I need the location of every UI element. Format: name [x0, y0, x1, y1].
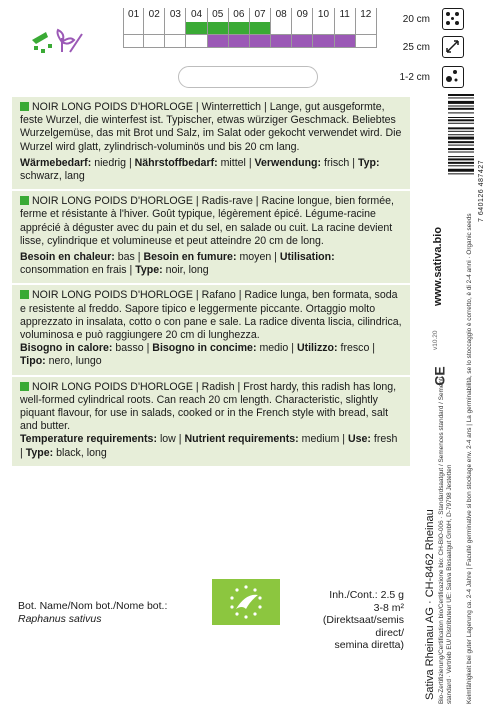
calendar-sowing-cell — [186, 22, 207, 35]
calendar-month: 10 — [313, 8, 334, 22]
calendar-sowing-cell — [271, 22, 292, 35]
sowing-calendar — [123, 8, 377, 48]
calendar-harvest-cell — [165, 35, 186, 48]
attr-key: Type: — [25, 446, 54, 459]
calendar-harvest-cell — [229, 35, 250, 48]
attr-key: Type: — [135, 264, 163, 277]
calendar-harvest-cell — [313, 35, 334, 48]
calendar-harvest-cell — [123, 35, 144, 48]
plant-spacing-label: 25 cm — [402, 42, 430, 53]
sowing-depth-icon — [442, 66, 464, 88]
calendar-month: 01 — [123, 8, 144, 22]
attr-key: Utilisation: — [279, 251, 335, 264]
row-spacing-icon — [442, 8, 464, 30]
calendar-harvest-cell — [186, 35, 207, 48]
calendar-sowing-row — [123, 22, 377, 35]
attr-key: Bisogno in concime: — [152, 342, 257, 355]
row-spacing-label: 20 cm — [402, 14, 430, 25]
attr-value: fresh — [373, 433, 398, 446]
attr-value: schwarz, lang — [20, 170, 85, 183]
calendar-sowing-cell — [123, 22, 144, 35]
attr-value: consommation en frais — [20, 264, 127, 277]
attr-value: basso — [115, 342, 144, 355]
contents-area: 3-8 m² (Direktsaat/semis direct/ — [322, 601, 404, 639]
description-text: | Radish | Frost hardy, this radish has long, well-formed cylindrical roots. Can reach 20 cm length. Characteristic, slightly piquant flavour, for use in salads, cooked or in the French style with bread, salt and butter. — [20, 380, 397, 433]
description-it: NOIR LONG POIDS D'HORLOGE | Rafano | Radice lunga, ben formata, soda e resistente al freddo. Sapore tipico e leggermente piccante. Ortaggio molto apprezzato in insalata, cotto o con pane e sale. La radice diventa liscia, cilindrica, voluminosa e può raggiungere 20 cm di lunghezza. Bisogno in calore: basso | Bisogno in concime: medio | Utilizzo: fresco | Tipo: nero, lungo — [12, 285, 410, 376]
calendar-sowing-cell — [313, 22, 334, 35]
attr-value: medio — [259, 342, 289, 355]
barcode-number: 7 640126 487427 — [478, 160, 485, 222]
contents-info — [318, 589, 404, 652]
calendar-sowing-cell — [250, 22, 271, 35]
calendar-month: 02 — [144, 8, 165, 22]
eu-organic-logo — [212, 579, 280, 625]
calendar-month: 05 — [208, 8, 229, 22]
attr-key: Utilizzo: — [296, 342, 338, 355]
calendar-harvest-cell — [335, 35, 356, 48]
barcode — [446, 92, 476, 222]
variety-title: NOIR LONG POIDS D'HORLOGE — [32, 289, 193, 302]
variety-title: NOIR LONG POIDS D'HORLOGE — [32, 195, 193, 208]
attr-key: Bisogno in calore: — [20, 342, 113, 355]
sowing-depth-label: 1-2 cm — [399, 72, 430, 83]
attr-value: black, long — [56, 446, 107, 459]
attr-key: Wärmebedarf: — [20, 156, 92, 169]
attr-key: Besoin en chaleur: — [20, 251, 115, 264]
attr-key: Nutrient requirements: — [184, 433, 299, 446]
calendar-sowing-cell — [292, 22, 313, 35]
calendar-months — [123, 8, 377, 22]
attr-value: noir, long — [165, 264, 209, 277]
ce-mark: CE — [431, 366, 448, 386]
attr-key: Besoin en fumure: — [143, 251, 237, 264]
green-square-icon — [20, 102, 29, 111]
description-en: NOIR LONG POIDS D'HORLOGE | Radish | Frost hardy, this radish has long, well-formed cylindrical roots. Can reach 20 cm length. Characteristic, slightly piquant flavour, for use in salads, cooked or in the French style with bread, salt and butter. Temperature requirements: low | Nutrient requirements: medium | Use: fresh | Type: black, long — [20, 380, 398, 459]
calendar-harvest-cell — [271, 35, 292, 48]
calendar-harvest-cell — [292, 35, 313, 48]
attr-value: mittel — [220, 156, 246, 169]
botanical-label: Bot. Name/Nom bot./Nome bot.: — [18, 600, 168, 612]
calendar-harvest-cell — [208, 35, 229, 48]
description-text: | Winterrettich | Lange, gut ausgeformte, feste Wurzel, die winterfest ist. Typischer, etwas würziger Geschmack. Beliebtes Wurzelgemüse, das mit Brot und Salz, im Salat oder gekocht verwendet wird. Die Wurzel wird glatt, zylindrisch-voluminös und bis 20 cm lang. — [20, 101, 402, 153]
sowing-harvest-icon — [28, 28, 86, 56]
attr-value: medium — [301, 433, 340, 446]
version-code: v10.20 — [432, 330, 439, 350]
attr-value: frisch — [324, 156, 350, 169]
variety-title: NOIR LONG POIDS D'HORLOGE — [32, 380, 193, 393]
attr-key: Nährstoffbedarf: — [134, 156, 218, 169]
website: www.sativa.bio — [432, 226, 444, 306]
calendar-harvest-cell — [250, 35, 271, 48]
calendar-month: 03 — [165, 8, 186, 22]
attr-key: Tipo: — [20, 355, 46, 368]
green-square-icon — [20, 196, 29, 205]
description-fr: NOIR LONG POIDS D'HORLOGE | Radis-rave | Racine longue, bien formée, ferme et résistante à l'hiver. Goût typique, légèrement épicé. Légume-racine apprécié à déguster avec du pain et du sel, en salade ou cuit. La racine devient lisse, cylindrique et volumineuse et peut atteindre 20 cm de long. Besoin en chaleur: bas | Besoin en fumure: moyen | Utilisation: consommation en frais | Type: noir, long — [12, 191, 410, 285]
calendar-month: 11 — [335, 8, 356, 22]
calendar-sowing-cell — [335, 22, 356, 35]
calendar-sowing-cell — [356, 22, 377, 35]
attr-key: Verwendung: — [254, 156, 322, 169]
description-panel — [12, 97, 410, 466]
green-square-icon — [20, 382, 29, 391]
attr-value: fresco — [340, 342, 370, 355]
germination-text: Keimfähigkeit bei guter Lagerung ca. 2-4 Jahre | Faculté germinative si bon stockage env. 2-4 ans | La germinabilità, se lo stoccaggio è corretto, è di 2-4 anni · Organic seeds — [466, 213, 473, 704]
calendar-month: 09 — [292, 8, 313, 22]
description-text: | Rafano | Radice lunga, ben formata, soda e resistente al freddo. Sapore tipico e leggermente piccante. Ortaggio molto apprezzato in insalata, cotto o con pane e sale. La radice diventa liscia, cilindrica, voluminosa e può raggiungere 20 cm di lunghezza. — [20, 289, 402, 342]
calendar-sowing-cell — [229, 22, 250, 35]
calendar-month: 06 — [229, 8, 250, 22]
plant-spacing-icon — [442, 36, 464, 58]
attr-key: Temperature requirements: — [20, 433, 157, 446]
calendar-month: 08 — [271, 8, 292, 22]
calendar-month: 04 — [186, 8, 207, 22]
attr-value: bas — [117, 251, 135, 264]
contents-area-cont: semina diretta) — [334, 639, 404, 652]
calendar-month: 07 — [250, 8, 271, 22]
attr-key: Use: — [347, 433, 371, 446]
contents-weight: Inh./Cont.: 2.5 g — [329, 589, 404, 601]
attr-value: moyen — [239, 251, 272, 264]
attr-value: nero, lungo — [48, 355, 102, 368]
label-window — [178, 66, 318, 88]
botanical-name — [18, 600, 167, 626]
attr-key: Typ: — [357, 156, 380, 169]
distributor-text: standard · Vertrieb EU/ Distributeur UE: Sativa Biosaatgut GmbH, D-79798 Jestetten — [446, 464, 453, 704]
attr-value: niedrig — [94, 156, 126, 169]
calendar-month: 12 — [356, 8, 377, 22]
company-address: Sativa Rheinau AG · CH-8462 Rheinau — [424, 509, 436, 700]
calendar-harvest-cell — [356, 35, 377, 48]
calendar-sowing-cell — [165, 22, 186, 35]
certification-text: Bio-Zertifizierung/Certification bio/Certificazione bio: CH-BIO-006 · Standardsaatgut / Semences standard / Sementi — [438, 376, 445, 704]
variety-title: NOIR LONG POIDS D'HORLOGE — [32, 101, 193, 113]
calendar-harvest-row — [123, 35, 377, 48]
description-de: NOIR LONG POIDS D'HORLOGE | Winterrettich | Lange, gut ausgeformte, feste Wurzel, die winterfest ist. Typischer, etwas würziger Geschmack. Beliebtes Wurzelgemüse, das mit Brot und Salz, im Salat oder gekocht verwendet wird. Die Wurzel wird glatt, zylindrisch-voluminös und bis 20 cm lang. Wärmebedarf: niedrig | Nährstoffbedarf: mittel | Verwendung: frisch | Typ: schwarz, lang — [12, 97, 410, 191]
botanical-value: Raphanus sativus — [18, 613, 102, 625]
calendar-sowing-cell — [144, 22, 165, 35]
calendar-sowing-cell — [208, 22, 229, 35]
description-text: | Radis-rave | Racine longue, bien formée, ferme et résistante à l'hiver. Goût typique, légèrement épicé. Légume-racine apprécié à déguster avec du pain et du sel, en salade ou cuit. La racine devient lisse, cylindrique et volumineuse et peut atteindre 20 cm de long. — [20, 195, 394, 247]
green-square-icon — [20, 290, 29, 299]
attr-value: low — [159, 433, 176, 446]
calendar-harvest-cell — [144, 35, 165, 48]
